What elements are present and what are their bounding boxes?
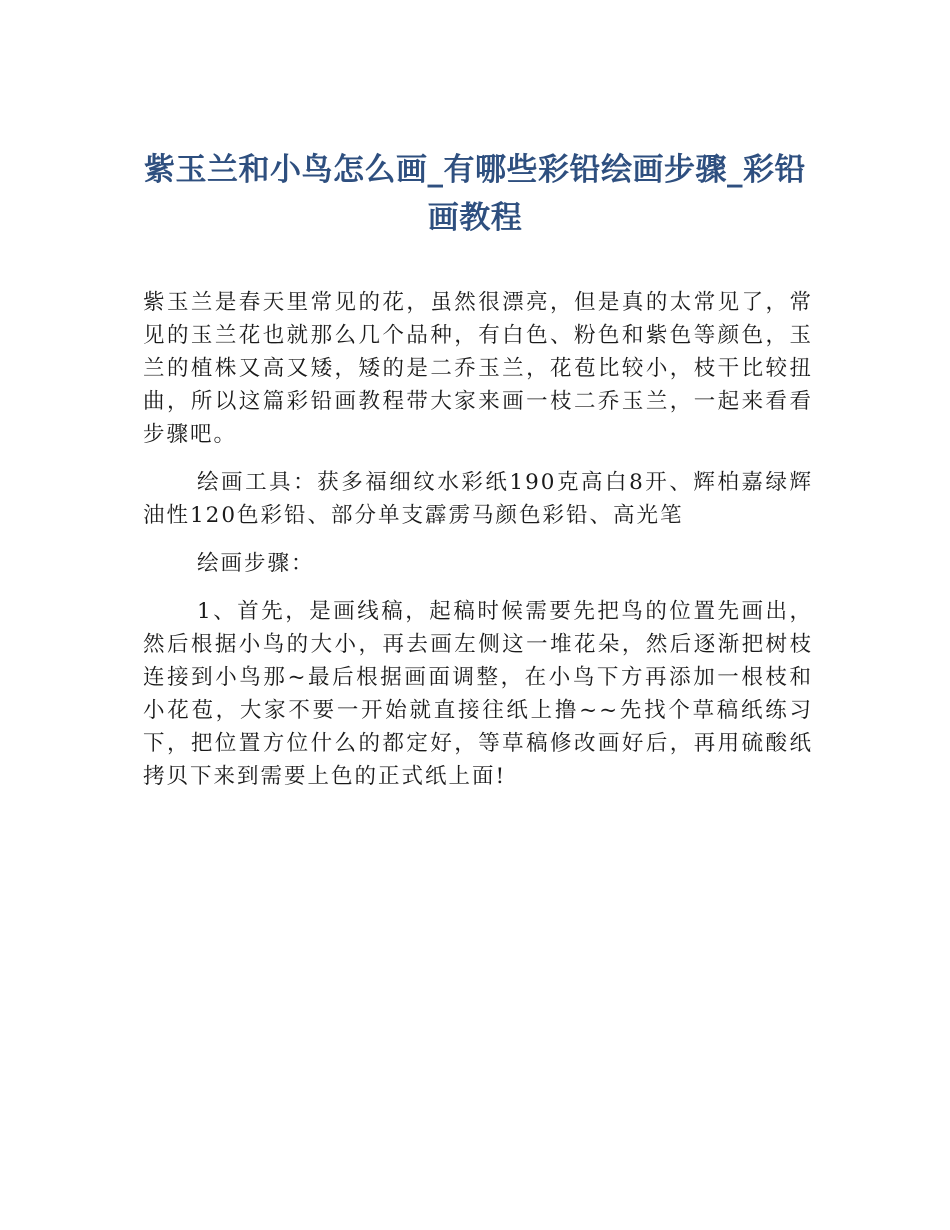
tools-paragraph: 绘画工具：获多福细纹水彩纸190克高白8开、辉柏嘉绿辉油性120色彩铅、部分单支霹雳马颜色彩铅、高光笔	[143, 470, 813, 528]
intro-paragraph: 紫玉兰是春天里常见的花，虽然很漂亮，但是真的太常见了，常见的玉兰花也就那么几个品种，有白色、粉色和紫色等颜色，玉兰的植株又高又矮，矮的是二乔玉兰，花苞比较小，枝干比较扭曲，所以这篇彩铅画教程带大家来画一枝二乔玉兰，一起来看看步骤吧。	[143, 290, 813, 447]
article-body	[143, 286, 813, 808]
page-title: 紫玉兰和小鸟怎么画_有哪些彩铅绘画步骤_彩铅画教程	[144, 152, 806, 236]
steps-heading: 绘画步骤：	[197, 551, 315, 576]
step-one-paragraph: 1、首先，是画线稿，起稿时候需要先把鸟的位置先画出，然后根据小鸟的大小，再去画左侧这一堆花朵，然后逐渐把树枝连接到小鸟那~最后根据画面调整，在小鸟下方再添加一根枝和小花苞，大家不要一开始就直接往纸上撸~~先找个草稿纸练习下，把位置方位什么的都定好，等草稿修改画好后，再用硫酸纸拷贝下来到需要上色的正式纸上面!	[143, 599, 813, 789]
